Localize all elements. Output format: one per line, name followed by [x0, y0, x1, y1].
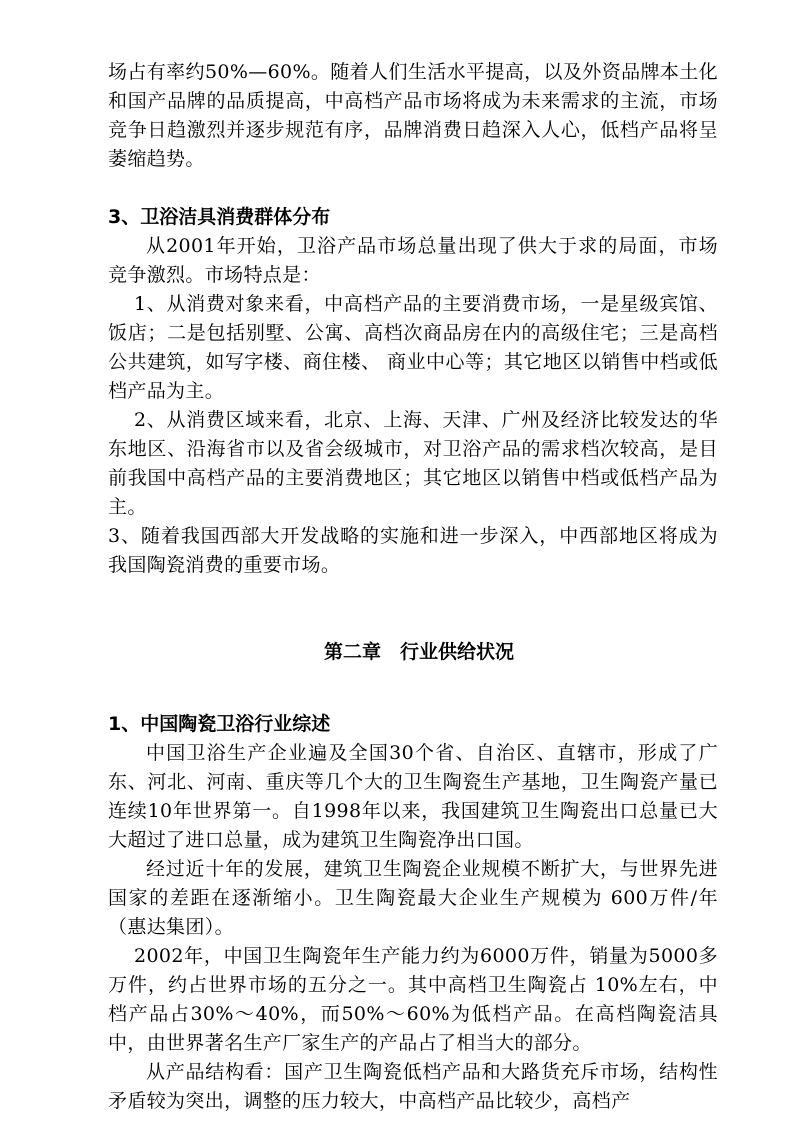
paragraph-consumer-targets: 1、从消费对象来看，中高档产品的主要消费市场，一是星级宾馆、饭店；二是包括别墅、公寓、高档次商品房在内的高级住宅；三是高档公共建筑，如写字楼、商住楼、 商业中心等；其它地区以销售中档或低档产品为主。 [108, 293, 718, 402]
document-page [108, 58, 718, 1116]
paragraph-consumer-regions: 2、从消费区域来看，北京、上海、天津、广州及经济比较发达的华东地区、沿海省市以及省会级城市，对卫浴产品的需求档次较高，是目前我国中高档产品的主要消费地区；其它地区以销售中档或低档产品为主。 [108, 409, 718, 518]
paragraph-2002-capacity: 2002年，中国卫生陶瓷年生产能力约为6000万件，销量为5000多万件，约占世界市场的五分之一。其中高档卫生陶瓷占 10%左右，中档产品占30%～40%，而50%～60%为低档产品。在高档陶瓷洁具中，由世界著名生产厂家生产的产品占了相当大的部分。 [108, 945, 718, 1054]
paragraph-product-structure: 从产品结构看：国产卫生陶瓷低档产品和大路货充斥市场，结构性矛盾较为突出，调整的压力较大，中高档产品比较少，高档产 [108, 1061, 718, 1112]
chapter-title: 第二章 行业供给状况 [323, 641, 514, 663]
paragraph-market-since-2001: 从2001年开始，卫浴产品市场总量出现了供大于求的局面，市场竞争激烈。市场特点是： [108, 235, 718, 286]
heading-industry-overview: 1、中国陶瓷卫浴行业综述 [108, 713, 331, 735]
paragraph-production-bases: 中国卫浴生产企业遍及全国30个省、自治区、直辖市，形成了广东、河北、河南、重庆等几个大的卫生陶瓷生产基地，卫生陶瓷产量已连续10年世界第一。自1998年以来，我国建筑卫生陶瓷出口总量已大大超过了进口总量，成为建筑卫生陶瓷净出口国。 [108, 742, 718, 851]
paragraph-market-share: 场占有率约50%—60%。随着人们生活水平提高，以及外资品牌本土化和国产品牌的品质提高，中高档产品市场将成为未来需求的主流，市场竞争日趋激烈并逐步规范有序，品牌消费日趋深入人心，低档产品将呈萎缩趋势。 [108, 61, 718, 170]
paragraph-enterprise-scale: 经过近十年的发展，建筑卫生陶瓷企业规模不断扩大，与世界先进国家的差距在逐渐缩小。卫生陶瓷最大企业生产规模为 600万件/年（惠达集团）。 [108, 858, 718, 938]
paragraph-western-development: 3、随着我国西部大开发战略的实施和进一步深入，中西部地区将成为我国陶瓷消费的重要市场。 [108, 525, 718, 576]
heading-consumer-distribution: 3、卫浴洁具消费群体分布 [108, 206, 331, 228]
